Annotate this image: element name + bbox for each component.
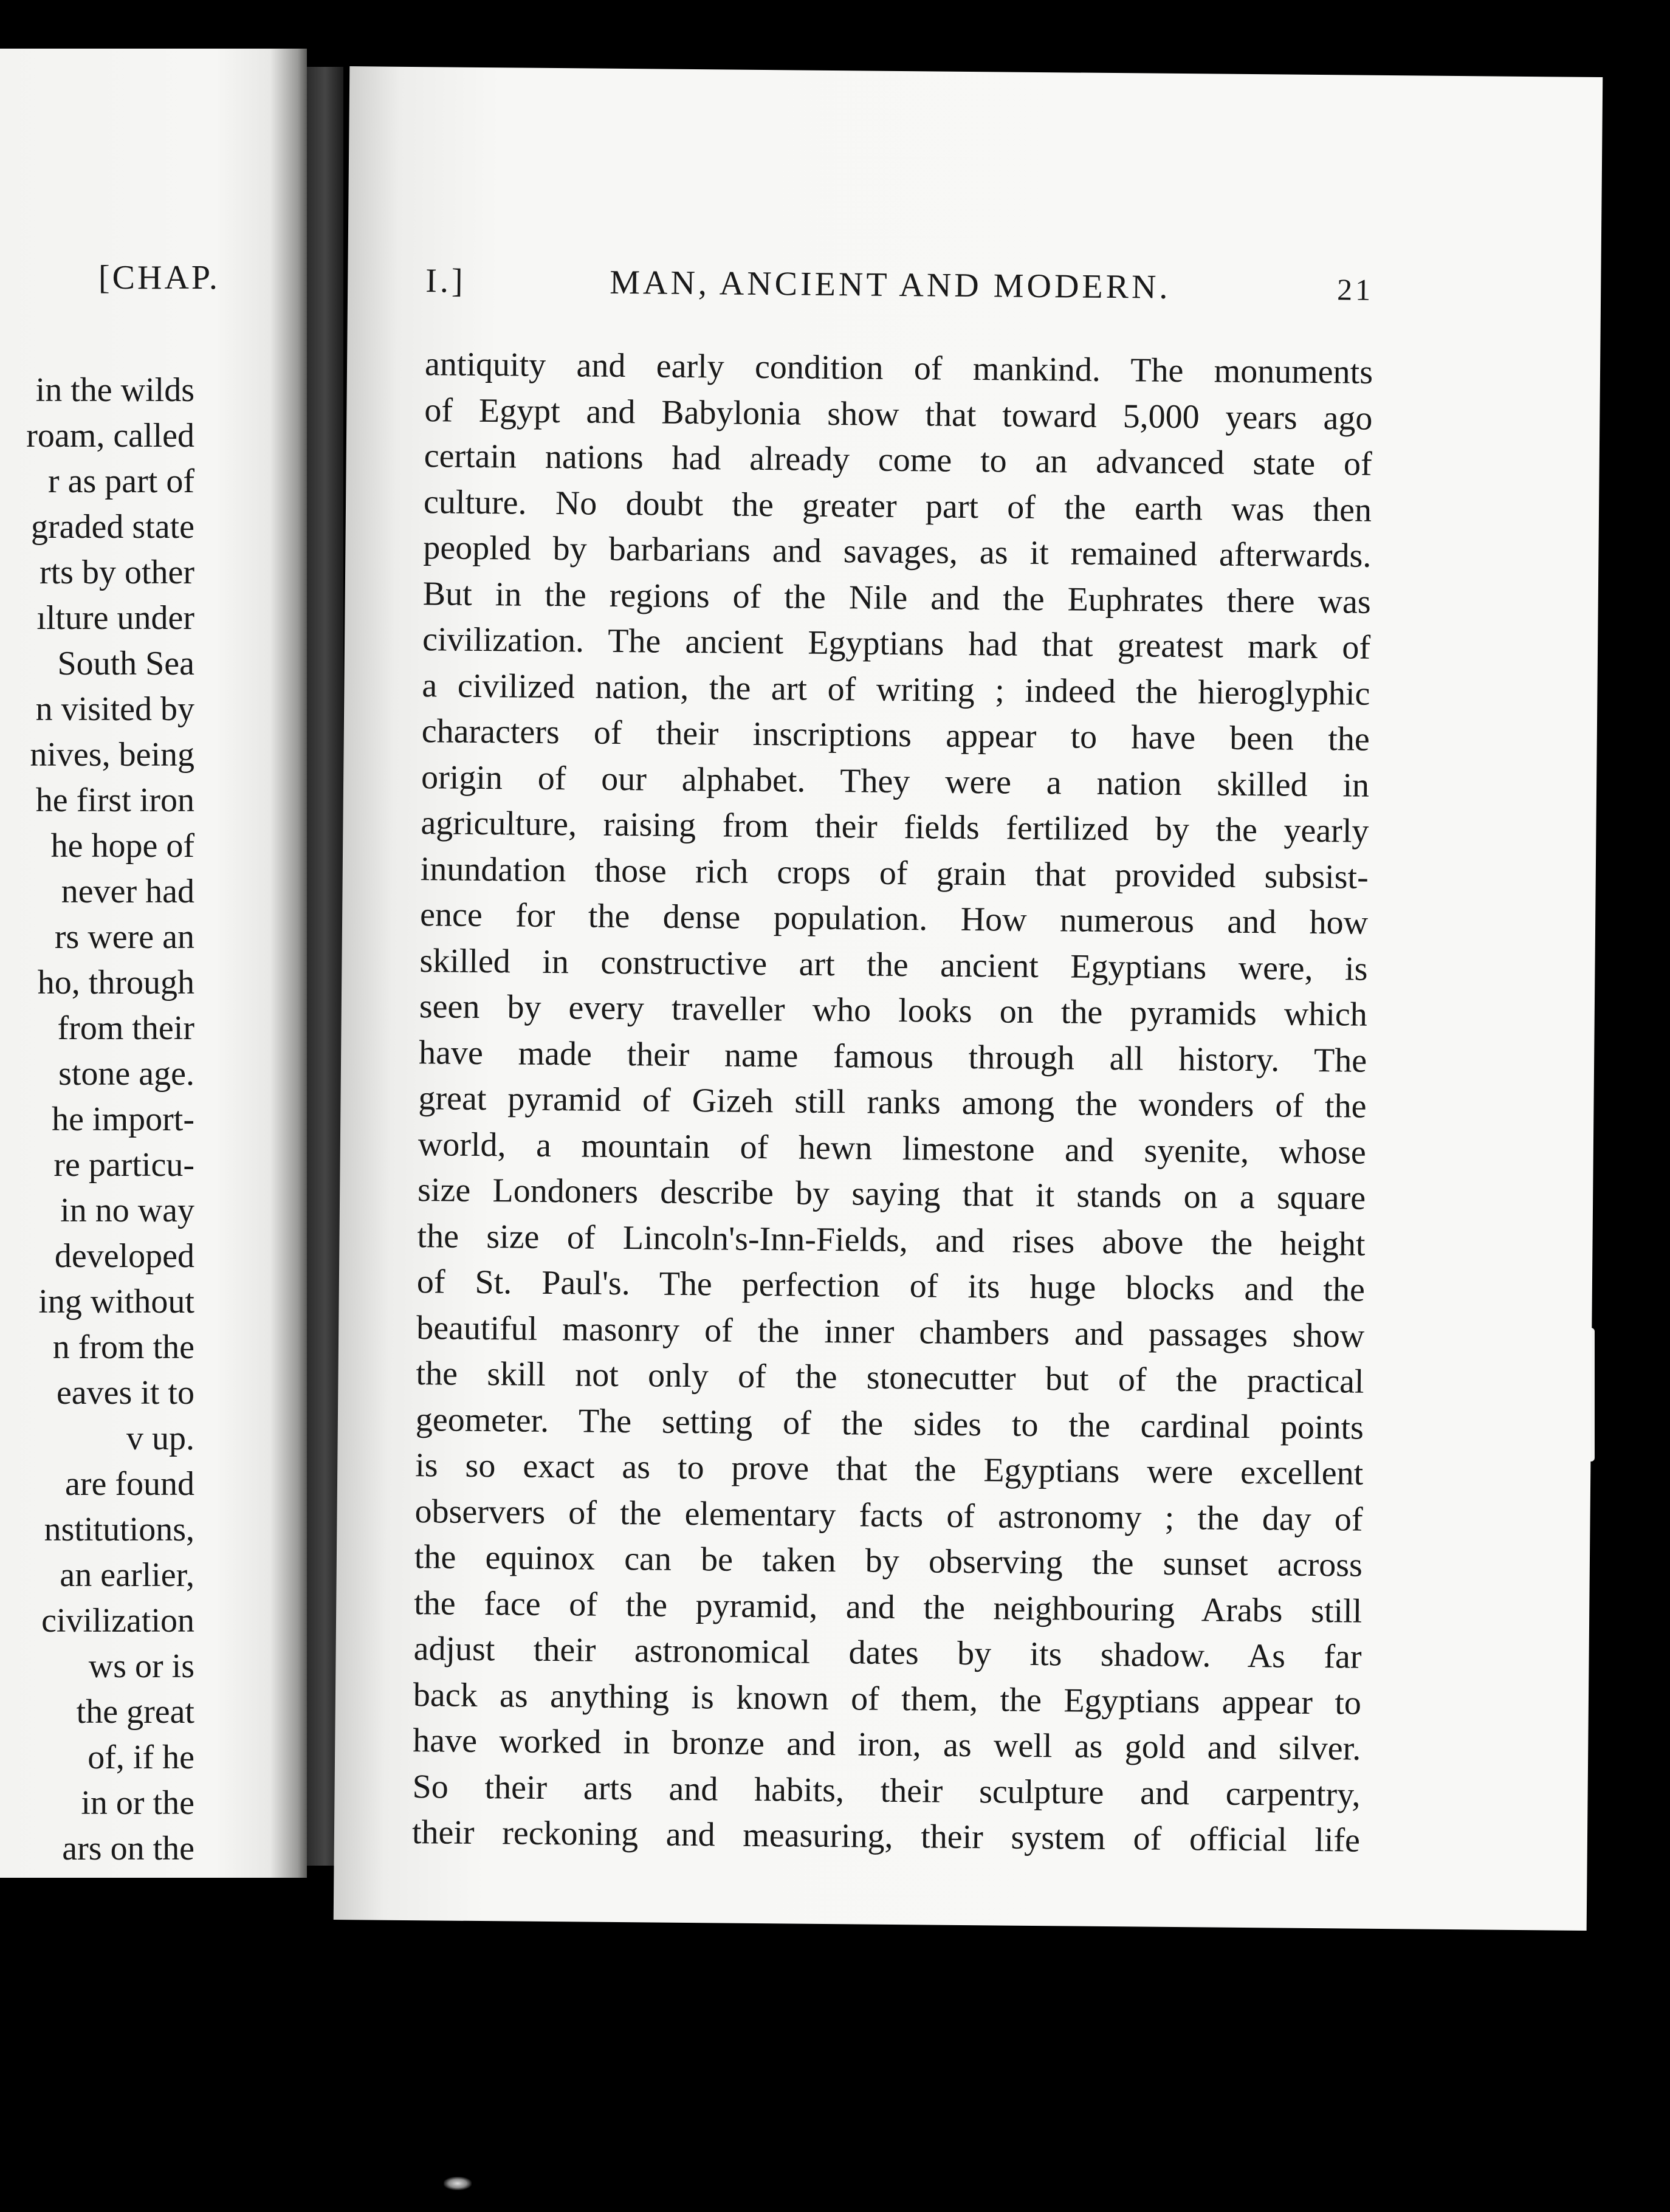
body-text-line: adjust their astronomical dates by its shadow. As far <box>413 1630 1362 1676</box>
right-page <box>334 66 1603 1931</box>
body-text-line: is so exact as to prove that the Egyptians were excellent <box>414 1446 1364 1492</box>
left-text-line: ılture under <box>36 599 194 637</box>
left-text-line: from their <box>57 1009 194 1047</box>
body-text-line: skilled in constructive art the ancient Egyptians were, is <box>419 941 1368 988</box>
left-running-head: [CHAP. <box>98 259 220 297</box>
left-text-line: in no way <box>60 1192 194 1229</box>
body-text-line: a civilized nation, the art of writing ; indeed the hieroglyphic <box>422 666 1370 713</box>
left-text-line: South Sea <box>57 645 194 682</box>
chapter-marker: I.] <box>425 262 466 300</box>
body-text-line: antiquity and early condition of mankind. The monuments <box>424 345 1373 391</box>
body-text-line: the size of Lincoln's-Inn-Fields, and rises above the height <box>417 1217 1366 1263</box>
left-text-line: in the wilds <box>35 371 194 409</box>
left-text-line: ars on the <box>62 1830 194 1867</box>
body-text-line: culture. No doubt the greater part of the earth was then <box>423 483 1372 529</box>
body-text-line: of St. Paul's. The perfection of its huge blocks and the <box>416 1263 1366 1309</box>
left-text-line: nives, being <box>30 736 194 774</box>
body-text-line: ence for the dense population. How numerous and how <box>419 896 1369 942</box>
left-text-line: n from the <box>52 1328 194 1366</box>
body-text-line: the face of the pyramid, and the neighbouring Arabs still <box>414 1584 1362 1630</box>
body-text-line: observers of the elementary facts of astronomy ; the day of <box>414 1492 1363 1539</box>
left-text-line: he first iron <box>35 781 194 819</box>
left-text-line: the great <box>76 1693 194 1731</box>
body-text-line: geometer. The setting of the sides to the cardinal points <box>415 1400 1364 1447</box>
left-text-line: never had <box>61 873 194 910</box>
body-text-line: agriculture, raising from their fields fertilized by the yearly <box>421 804 1369 850</box>
body-text-line: great pyramid of Gizeh still ranks among the wonders of the <box>418 1079 1367 1125</box>
left-text-line: he import- <box>52 1101 194 1138</box>
body-text-line: characters of their inscriptions appear to have been the <box>421 712 1370 758</box>
left-text-line: an earlier, <box>60 1556 194 1594</box>
left-text-line: ho, through <box>37 964 194 1001</box>
body-text-line: world, a mountain of hewn limestone and syenite, whose <box>418 1125 1367 1172</box>
body-text-line: So their arts and habits, their sculpture and carpentry, <box>412 1767 1361 1814</box>
left-text-line: developed <box>54 1237 194 1275</box>
left-text-line: of, if he <box>88 1739 194 1776</box>
left-text-line: are found <box>64 1465 194 1503</box>
body-text-line: peopled by barbarians and savages, as it remained afterwards. <box>423 529 1372 575</box>
body-text-line: seen by every traveller who looks on the pyramids which <box>419 987 1368 1034</box>
body-text-line: of Egypt and Babylonia show that toward 5,000 years ago <box>424 391 1373 438</box>
running-head <box>425 261 1374 318</box>
left-text-line: re particu- <box>53 1146 194 1184</box>
left-text-line: ing without <box>38 1283 194 1321</box>
body-text-line: their reckoning and measuring, their system of official life <box>411 1813 1361 1860</box>
left-text-line: rts by other <box>39 554 194 591</box>
left-text-line: ws or is <box>88 1647 194 1685</box>
body-text-line: the equinox can be taken by observing the sunset across <box>414 1538 1363 1584</box>
left-page-text <box>0 368 194 1872</box>
body-text-line: back as anything is known of them, the Egyptians appear to <box>413 1675 1362 1722</box>
left-text-line: in or the <box>81 1784 194 1822</box>
left-text-line: rs were an <box>54 918 194 956</box>
left-text-line: stone age. <box>58 1055 194 1093</box>
scan-smudge <box>444 2177 472 2190</box>
left-text-line: civilization <box>41 1602 194 1640</box>
left-page <box>0 49 307 1878</box>
body-text-line: beautiful masonry of the inner chambers and passages show <box>416 1308 1365 1355</box>
right-page-content <box>412 261 1374 1864</box>
left-text-line: r as part of <box>47 462 194 500</box>
body-text-line: have made their name famous through all history. The <box>418 1033 1367 1080</box>
running-title: MAN, ANCIENT AND MODERN. <box>609 263 1171 306</box>
left-text-line: roam, called <box>26 417 194 455</box>
left-text-line: eaves it to <box>56 1374 194 1412</box>
left-text-line: n visited by <box>35 690 194 728</box>
body-text-line: have worked in bronze and iron, as well as gold and silver. <box>413 1722 1361 1768</box>
body-text-line: certain nations had already come to an advanced state of <box>424 437 1372 483</box>
body-text-line: size Londoners describe by saying that it stands on a square <box>417 1171 1366 1217</box>
body-text-line: But in the regions of the Nile and the Euphrates there was <box>422 574 1371 621</box>
body-text <box>412 342 1373 1864</box>
body-text-line: civilization. The ancient Egyptians had that greatest mark of <box>422 620 1371 667</box>
body-text-line: origin of our alphabet. They were a nation skilled in <box>421 758 1370 805</box>
left-text-line: v up. <box>126 1420 194 1457</box>
body-text-line: inundation those rich crops of grain that provided subsist- <box>420 850 1369 896</box>
left-text-line: he hope of <box>50 827 194 865</box>
left-text-line: nstitutions, <box>44 1511 194 1548</box>
page-number: 21 <box>1336 272 1374 307</box>
body-text-line: the skill not only of the stonecutter but of the practical <box>416 1355 1364 1401</box>
left-text-line: graded state <box>31 508 194 546</box>
